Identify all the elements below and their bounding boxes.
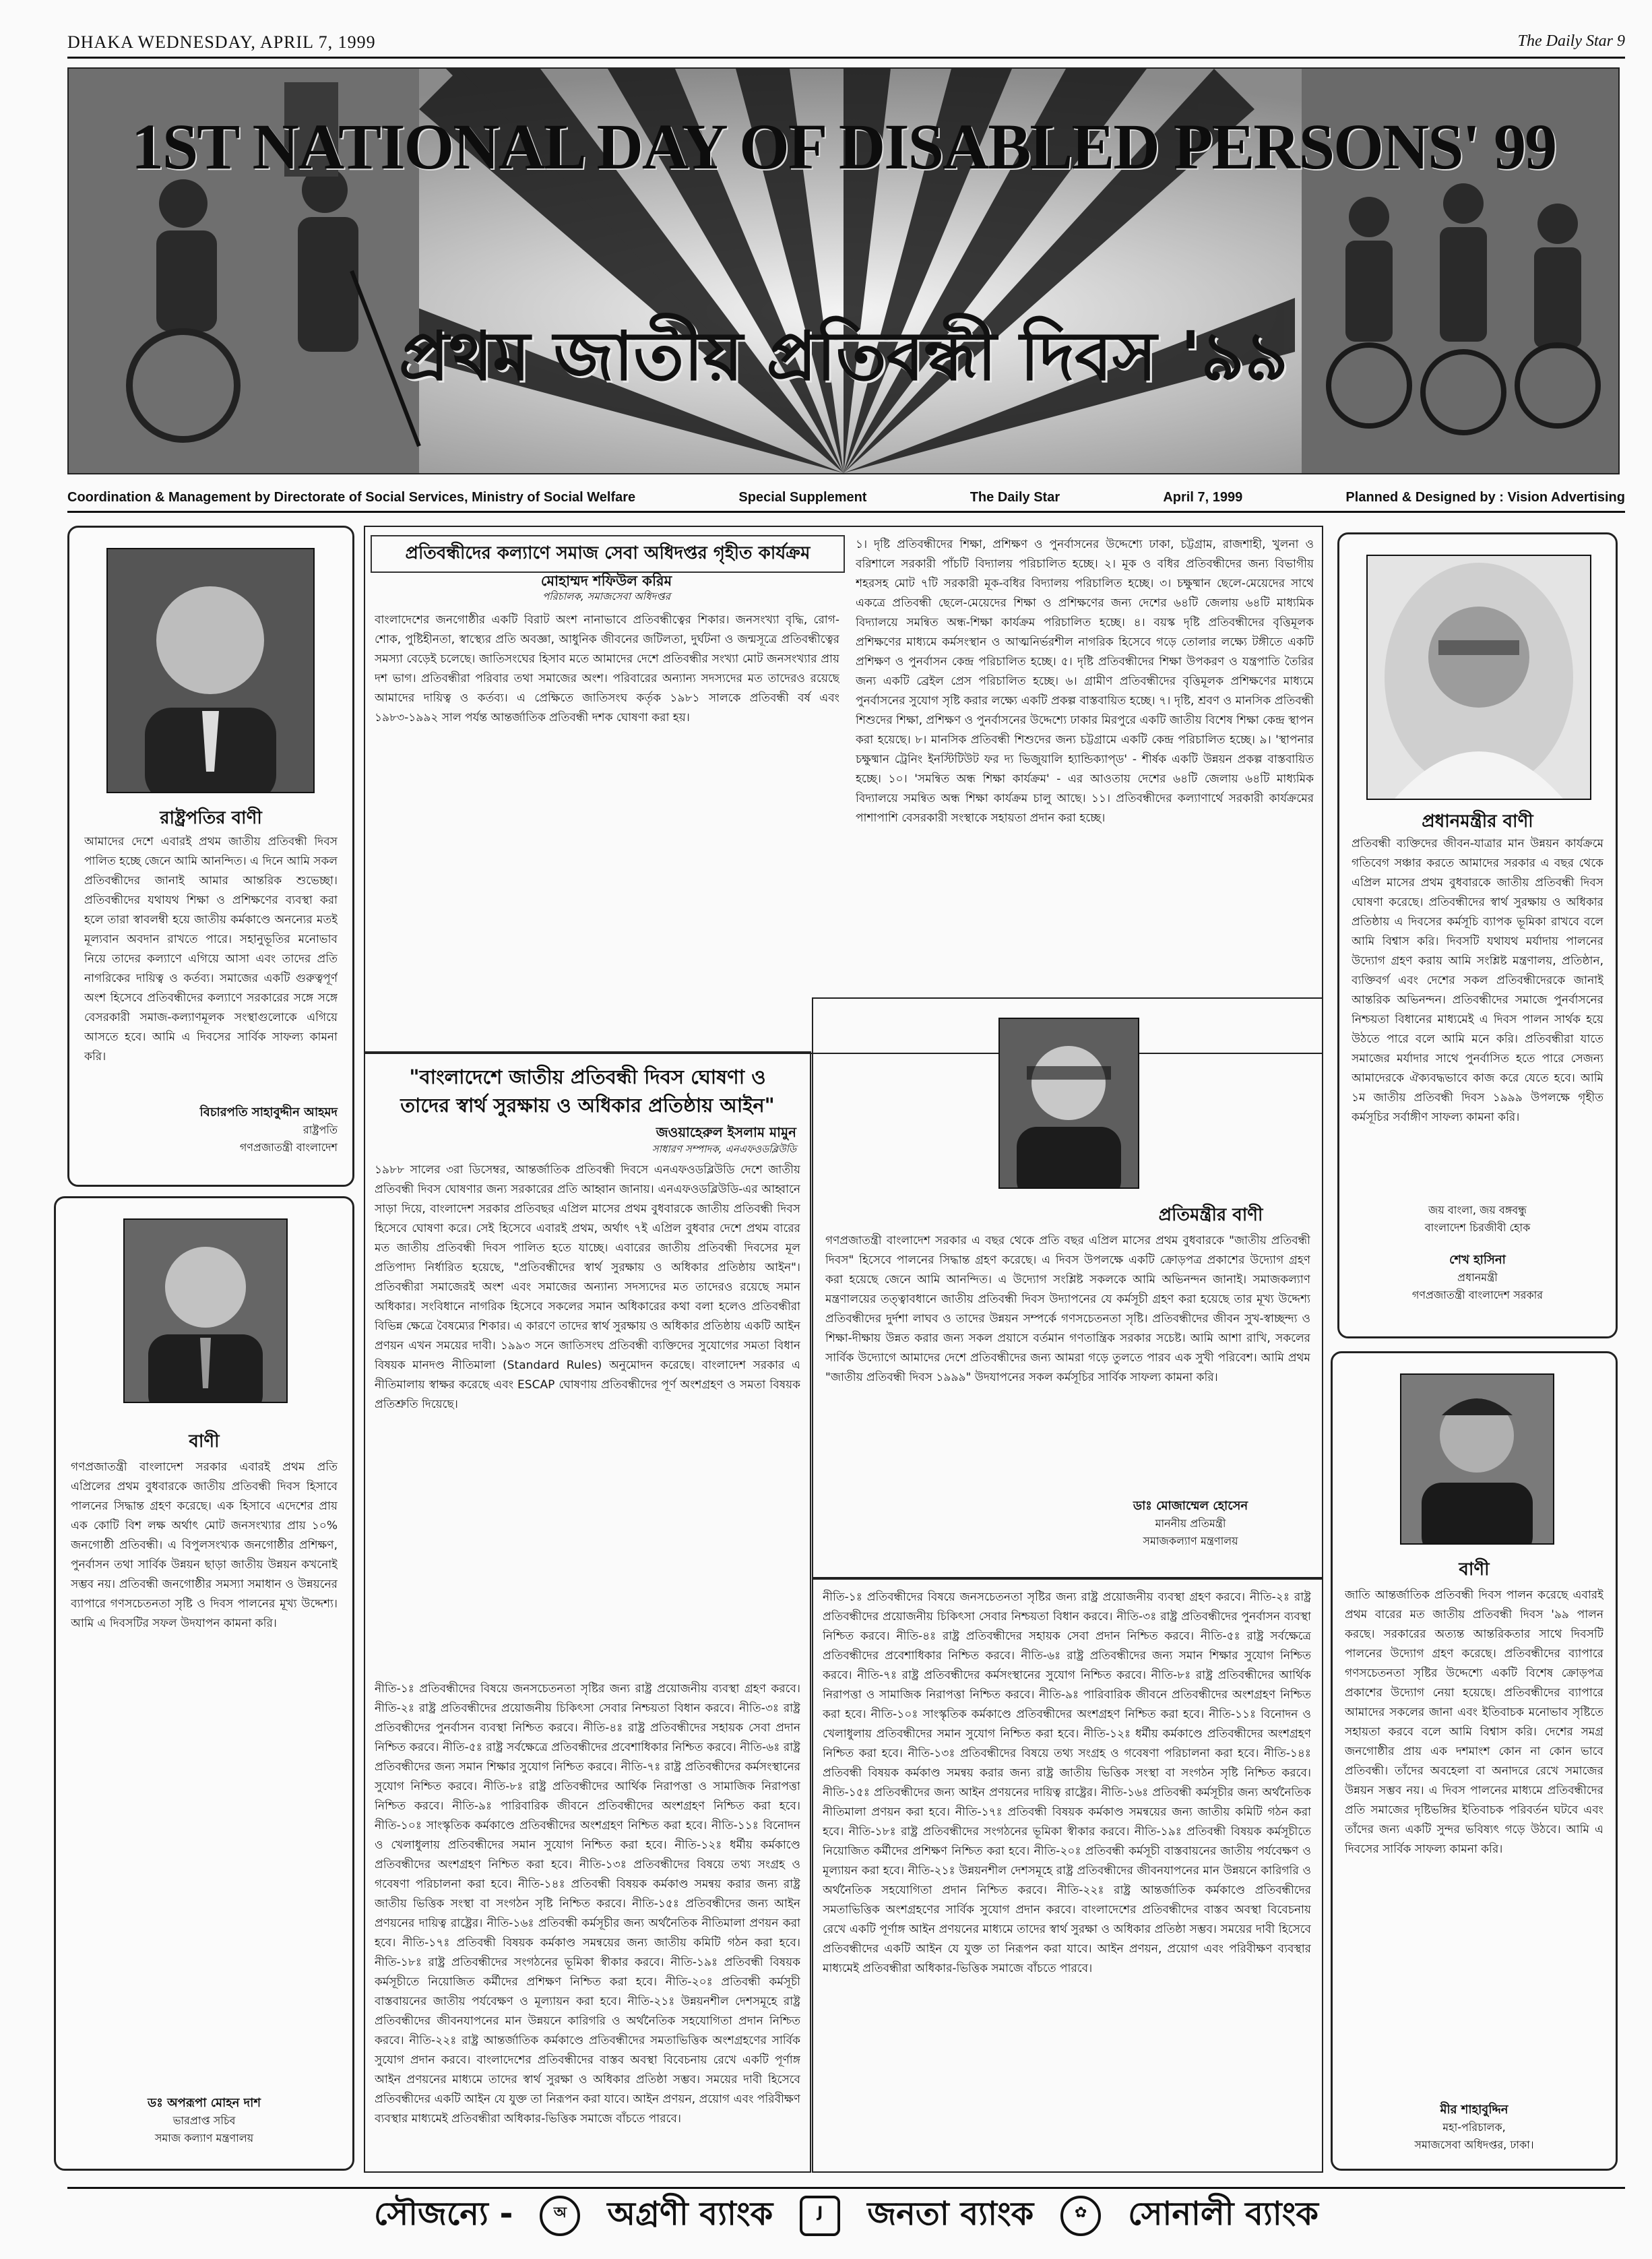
director-general-signature [1345,2101,1603,2154]
agrani-bank-name: অগ্রণী ব্যাংক [607,2194,773,2233]
president-message-box [67,526,354,1187]
secretary-title: ভারপ্রাপ্ত সচিব [172,2114,236,2127]
secretary-org: সমাজ কল্যাণ মন্ত্রণালয় [154,2132,254,2144]
secretary-signature [71,2095,338,2147]
design-credit: Planned & Designed by : Vision Advertising [1345,489,1625,505]
state-minister-name: ডাঃ মোজাম্মেল হোসেন [1133,1499,1248,1513]
law-body: ১৯৮৮ সালের ৩রা ডিসেম্বর, আন্তর্জাতিক প্রতিবন্ধী দিবসে এনএফওডব্লিউডি দেশে জাতীয় প্রতিবন্ধী দিবস ঘোষণার জন্য সরকারের প্রতি আহ্বান জানায়। এনএফওডব্লিউডি-এর আহ্বানে সাড়া দিয়ে, বাংলাদেশ সরকার প্রতিবছর এপ্রিল মাসের প্রথম বুধবারকে জাতীয় প্রতিবন্ধী দিবস হিসেবে ঘোষণা করে। সেই হিসেবে এবারই প্রথম, অর্থাৎ ৭ই এপ্রিল বুধবার দেশে প্রথম বারের মত জাতীয় প্রতিবন্ধী দিবস পালিত হতে যাচ্ছে। এবারের জাতীয় প্রতিবন্ধী দিবসের মূল প্রতিপাদ্য নির্ধারিত হয়েছে, "প্রতিবন্ধীদের স্বার্থ সুরক্ষায় ও অধিকার প্রতিষ্ঠায় আইন"। প্রতিবন্ধীরা সমাজেরই অংশ এবং সমাজের অন্যান্য সদস্যদের মত তাদেরও রয়েছে সমান অধিকার। সংবিধানে নাগরিক হিসেবে সকলের সমান অধিকারের কথা বলা হলেও প্রতিবন্ধীরা বিভিন্ন ক্ষেত্রে বৈষম্যের শিকার। এ কারণে তাদের স্বার্থ সুরক্ষায় ও অধিকার প্রতিষ্ঠায় একটি আইন প্রণয়ন এখন সময়ের দাবী। ১৯৯৩ সনে জাতিসংঘ প্রতিবন্ধী ব্যক্তিদের সুযোগের সমতা বিধান বিষয়ক মানদণ্ড নীতিমালা (Standard Rules) অনুমোদন করেছে। বাংলাদেশ সরকার এ নীতিমালায় স্বাক্ষর করেছে এবং ESCAP ঘোষণায় প্রতিবন্ধীদের পূর্ণ অংশগ্রহণ ও সমতা বিষয়ক প্রতিশ্রুতি দিয়েছে। [375,1163,800,1411]
state-minister-message: গণপ্রজাতন্ত্রী বাংলাদেশ সরকার এ বছর থেকে প্রতি বছর এপ্রিল মাসের প্রথম বুধবারকে "জাতীয় প্রতিবন্ধী দিবস" হিসেবে পালনের সিদ্ধান্ত গ্রহণ করেছে। এ দিবস উপলক্ষে একটি ক্রোড়পত্র প্রকাশের উদ্যোগ গ্রহণ করা হয়েছে জেনে আমি আনন্দিত। এ উদ্যোগ সংশ্লিষ্ট সকলকে আমি অভিনন্দন জানাই। সমাজকল্যাণ মন্ত্রণালয়ের তত্ত্বাবধানে জাতীয় প্রতিবন্ধী দিবস উদ্যাপনের যে কর্মসূচী গ্রহণ করা হয়েছে তার মূখ্য উদ্দেশ্য প্রতিবন্ধীদের দুর্দশা লাঘব ও তাদের উন্নয়ন সম্পর্কে গণসচেতনতা সৃষ্টি। প্রতিবন্ধীদের জীবন সুখ-স্বাচ্ছন্দ্য ও শিক্ষা-দীক্ষায় উন্নত করার জন্য সকল প্রয়াসে বর্তমান গণতান্ত্রিক সরকার সচেষ্ট। আমি আশা রাখি, সকলের সার্বিক উদ্যোগে আমাদের দেশে প্রতিবন্ধীদের জন্য আমরা গড়ে তুলতে পারব এক সুখী পরিবেশ। আমি প্রথম "জাতীয় প্রতিবন্ধী দিবস ১৯৯৯" উদযাপনের সকল কর্মসূচির সার্বিক সাফল্য কামনা করি। [825,1234,1310,1384]
pm-org: গণপ্রজাতন্ত্রী বাংলাদেশ সরকার [1411,1289,1544,1301]
state-minister-photo [998,1018,1139,1189]
director-general-message: জাতি আন্তর্জাতিক প্রতিবন্ধী দিবস পালন করেছে এবারই প্রথম বারের মত জাতীয় প্রতিবন্ধী দিবস '৯৯ পালন করছে। সরকারের অত্যন্ত আন্তরিকতার সাথে দিবসটি পালনের উদ্যোগ গ্রহণ করেছে। প্রতিবন্ধীদের ব্যাপারে গণসচেতনতা সৃষ্টির উদ্দেশ্যে একটি বিশেষ ক্রোড়পত্র প্রকাশের উদ্যোগ নেয়া হয়েছে। প্রতিবন্ধীদের ব্যাপারে আমাদের সকলের জানা এবং ইতিবাচক মনোভাব সৃষ্টিতে সহায়তা করবে বলে আমি বিশ্বাস করি। দেশের সমগ্র জনগোষ্ঠীর প্রায় এক দশমাংশ কোন না কোন ভাবে প্রতিবন্ধী। তাঁদের অবহেলা বা অনাদরে রেখে সমাজের উন্নয়ন সম্ভব নয়। এ দিবস পালনের মাধ্যমে প্রতিবন্ধীদের প্রতি সমাজের দৃষ্টিভঙ্গির ইতিবাচক পরিবর্তন ঘটবে এবং তাঁদের জন্য একটি সুন্দর ভবিষ্যৎ গড়ে উঠবে। আমি এ দিবসের সার্বিক সাফল্য কামনা করি। [1345,1588,1603,1856]
pm-heading: প্রধানমন্ত্রীর বাণী [1422,811,1533,832]
law-rules-continued: নীতি-১ঃ প্রতিবন্ধীদের বিষয়ে জনসচেতনতা সৃষ্টির জন্য রাষ্ট্র প্রয়োজনীয় ব্যবস্থা গ্রহণ করবে। নীতি-২ঃ রাষ্ট্র প্রতিবন্ধীদের প্রয়োজনীয় চিকিৎসা সেবার নিশ্চয়তা বিধান করবে। নীতি-৩ঃ রাষ্ট্র প্রতিবন্ধীদের পুনর্বাসন ব্যবস্থা নিশ্চিত করবে। নীতি-৪ঃ রাষ্ট্র প্রতিবন্ধীদের সহায়ক সেবা প্রদান নিশ্চিত করবে। নীতি-৫ঃ রাষ্ট্র সর্বক্ষেত্রে প্রতিবন্ধীদের প্রবেশাধিকার নিশ্চিত করবে। নীতি-৬ঃ রাষ্ট্র প্রতিবন্ধীদের জন্য সমান শিক্ষার সুযোগ নিশ্চিত করবে। নীতি-৭ঃ রাষ্ট্র প্রতিবন্ধীদের কর্মসংস্থানের সুযোগ নিশ্চিত করবে। নীতি-৮ঃ রাষ্ট্র প্রতিবন্ধীদের আর্থিক নিরাপত্তা ও সামাজিক নিরাপত্তা নিশ্চিত করবে। নীতি-৯ঃ পারিবারিক জীবনে প্রতিবন্ধীদের অংশগ্রহণ নিশ্চিত করা হবে। নীতি-১০ঃ সাংস্কৃতিক কর্মকাণ্ডে প্রতিবন্ধীদের অংশগ্রহণ নিশ্চিত করা হবে। নীতি-১১ঃ বিনোদন ও খেলাধুলায় প্রতিবন্ধীদের সমান সুযোগ নিশ্চিত করা হবে। নীতি-১২ঃ ধর্মীয় কর্মকাণ্ডে প্রতিবন্ধীদের অংশগ্রহণ নিশ্চিত করা হবে। নীতি-১৩ঃ প্রতিবন্ধীদের বিষয়ে তথ্য সংগ্রহ ও গবেষণা পরিচালনা করা হবে। নীতি-১৪ঃ প্রতিবন্ধী বিষয়ক কর্মকাণ্ড সমন্বয় করার জন্য রাষ্ট্র জাতীয় ভিত্তিক সংস্থা বা সংগঠন সৃষ্টি নিশ্চিত করবে। নীতি-১৫ঃ প্রতিবন্ধীদের জন্য আইন প্রণয়নের দায়িত্ব রাষ্ট্রের। নীতি-১৬ঃ প্রতিবন্ধী কর্মসূচীর জন্য অর্থনৈতিক নীতিমালা প্রণয়ন করা হবে। নীতি-১৭ঃ প্রতিবন্ধী বিষয়ক কর্মকাণ্ড সমন্বয়ের জন্য জাতীয় কমিটি গঠন করা হবে। নীতি-১৮ঃ রাষ্ট্র প্রতিবন্ধীদের সংগঠনের ভূমিকা স্বীকার করবে। নীতি-১৯ঃ প্রতিবন্ধী বিষয়ক কর্মসূচীতে নিয়োজিত কর্মীদের প্রশিক্ষণ নিশ্চিত করা হবে। নীতি-২০ঃ প্রতিবন্ধী কর্মসূচী বাস্তবায়নের জাতীয় পর্যবেক্ষণ ও মূল্যায়ন করা হবে। নীতি-২১ঃ উন্নয়নশীল দেশসমূহে রাষ্ট্র প্রতিবন্ধীদের জীবনযাপনের মান উন্নয়নে কারিগরি ও অর্থনৈতিক সহযোগিতা প্রদান নিশ্চিত করবে। নীতি-২২ঃ রাষ্ট্র আন্তর্জাতিক কর্মকাণ্ডে প্রতিবন্ধীদের সমতাভিত্তিক অংশগ্রহণের সার্বিক সুযোগ প্রদান করবে। বাংলাদেশের প্রতিবন্ধীদের বাস্তব অবস্থা বিবেচনায় রেখে একটি পূর্ণাঙ্গ আইন প্রণয়নের মাধ্যমে তাদের স্বার্থ সুরক্ষা ও অধিকার প্রতিষ্ঠা সম্ভব। সময়ের দাবী হিসেবে প্রতিবন্ধীদের একটি আইন যে যুক্ত তা নিরূপন করা যাবে। আইন প্রণয়ন, প্রয়োগ এবং পরিবীক্ষণ ব্যবস্থার মাধ্যমেই প্রতিবন্ধীরা অধিকার-ভিত্তিক সমাজে বাঁচতে পারবে। [823,1590,1311,1975]
president-heading: রাষ্ট্রপতির বাণী [160,808,262,828]
pm-closing-2: বাংলাদেশ চিরজীবী হোক [1424,1221,1531,1234]
agrani-bank-logo-icon: অ [540,2196,580,2236]
law-heading-line1: "বাংলাদেশে জাতীয় প্রতিবন্ধী দিবস ঘোষণা ও [409,1065,766,1088]
state-minister-heading: প্রতিমন্ত্রীর বাণী [1158,1205,1263,1225]
paper-name: The Daily Star [970,489,1060,505]
coordination-credit: Coordination & Management by Directorate of Social Services, Ministry of Social Welfare [67,489,636,505]
pm-signature [1352,1202,1603,1304]
top-rule [67,57,1625,59]
sponsor-footer [67,2187,1625,2243]
sonali-bank-name: সোনালী ব্যাংক [1128,2194,1319,2233]
banner-title-english: 1ST NATIONAL DAY OF DISABLED PERSONS' 99 [131,111,1556,183]
pm-closing: জয় বাংলা, জয় বঙ্গবন্ধু [1428,1204,1527,1216]
law-article-continued [812,1577,1323,2173]
pm-photo [1366,555,1591,800]
director-general-name: মীর শাহাবুদ্দিন [1440,2103,1508,2117]
state-minister-title: মাননীয় প্রতিমন্ত্রী [1155,1517,1226,1530]
president-message: আমাদের দেশে এবারই প্রথম জাতীয় প্রতিবন্ধী দিবস পালিত হচ্ছে জেনে আমি আনন্দিত। এ দিনে আমি সকল প্রতিবন্ধীদের জানাই আমার আন্তরিক শুভেচ্ছা। প্রতিবন্ধীদের যথাযথ শিক্ষা ও প্রশিক্ষণের ব্যবস্থা করা হলে তারা স্বাবলম্বী হয়ে জাতীয় কর্মকাণ্ডে অনন্যের মতই মূল্যবান অবদান রাখতে পারে। সহানুভূতির মনোভাব নিয়ে তাদের কল্যাণে এগিয়ে আসা এবং তাদের প্রতি নাগরিকের দায়িত্ব ও কর্তব্য। সমাজের একটি গুরুত্বপূর্ণ অংশ হিসেবে প্রতিবন্ধীদের কল্যাণে সরকারের সঙ্গে সঙ্গে বেসরকারী সমাজ-কল্যাণমূলক সংস্থাগুলোকে এগিয়ে আসতে হবে। আমি এ দিবসের সার্বিক সাফল্য কামনা করি। [84,835,338,1063]
state-minister-signature [1069,1497,1312,1550]
director-general-photo [1400,1373,1554,1545]
state-minister-org: সমাজকল্যাণ মন্ত্রণালয় [1143,1535,1238,1547]
law-author: জওয়াহেরুল ইসলাম মামুন [656,1124,796,1140]
secretary-heading: বাণী [189,1431,220,1452]
director-general-message-box [1331,1351,1618,2171]
secretary-message-box [54,1196,354,2171]
programs-author-title: পরিচালক, সমাজসেবা অধিদপ্তর [542,590,670,602]
secretary-photo [123,1218,288,1403]
banner-title-bengali: প্রথম জাতীয় প্রতিবন্ধী দিবস '৯৯ [398,317,1289,396]
pm-message: প্রতিবন্ধী ব্যক্তিদের জীবন-যাত্রার মান উন্নয়ন কার্যক্রমে গতিবেগ সঞ্চার করতে আমাদের সরকার এ বছর থেকে এপ্রিল মাসের প্রথম বুধবারকে জাতীয় প্রতিবন্ধী দিবস ঘোষণা করেছে। প্রতিবন্ধীদের স্বার্থ সুরক্ষায় ও অধিকার প্রতিষ্ঠায় এ দিবসের কর্মসূচি ব্যাপক ভূমিকা রাখবে বলে আমি বিশ্বাস করি। দিবসটি যথাযথ মর্যাদায় পালনের উদ্যোগ গ্রহণ করায় আমি সংশ্লিষ্ট মন্ত্রণালয়, প্রতিষ্ঠান, ব্যক্তিবর্গ এবং দেশের সকল প্রতিবন্ধীদেরকে জানাই আন্তরিক অভিনন্দন। প্রতিবন্ধীদের সমাজে পুনর্বাসনের নিশ্চয়তা বিধানের মাধ্যমেই এ দিবস পালন সার্থক হয়ে উঠতে পারে বলে আমি মনে করি। প্রতিবন্ধীরা যাতে সমাজের মর্যাদার সাথে পুনর্বাসিত হতে পারে সেজন্য আমাদেরকে ঐক্যবদ্ধভাবে কাজ করে যেতে হবে। আমি ১ম জাতীয় প্রতিবন্ধী দিবস ১৯৯৯ উপলক্ষে গৃহীত কর্মসূচির সর্বাঙ্গীণ সাফল্য কামনা করি। [1352,837,1603,1124]
president-title: রাষ্ট্রপতি [303,1123,338,1136]
supplement-credit-bar [67,484,1625,513]
supplement-label: Special Supplement [738,489,867,505]
president-signature [82,1104,338,1156]
director-general-heading: বাণী [1459,1559,1490,1580]
law-heading-line2: তাদের স্বার্থ সুরক্ষায় ও অধিকার প্রতিষ্ঠায় আইন" [400,1094,775,1117]
law-article [364,1051,811,2173]
programs-author: মোহাম্মদ শফিউল করিম [540,573,672,589]
secretary-message: গণপ্রজাতন্ত্রী বাংলাদেশ সরকার এবারই প্রথম প্রতি এপ্রিলের প্রথম বুধবারকে জাতীয় প্রতিবন্ধী দিবস হিসাবে পালনের সিদ্ধান্ত গ্রহণ করেছে। এক হিসাবে এদেশের প্রায় এক কোটি বিশ লক্ষ অর্থাৎ মোট জনসংখ্যার প্রায় ১০% জনগোষ্ঠী প্রতিবন্ধী। এ বিপুলসংখ্যক জনগোষ্ঠীর প্রশিক্ষণ, পুনর্বাসন তথা সার্বিক উন্নয়ন ছাড়া জাতীয় উন্নয়ন কখনোই সম্ভব নয়। প্রতিবন্ধী জনগোষ্ঠীর সমস্যা সমাধান ও উন্নয়নের ব্যাপারে গণসচেতনতা সৃষ্টি ও দিবস পালনের মূখ্য উদ্দেশ্য। আমি এ দিবসটির সফল উদযাপন কামনা করি। [71,1460,338,1630]
programs-list: ১। দৃষ্টি প্রতিবন্ধীদের শিক্ষা, প্রশিক্ষণ ও পুনর্বাসনের উদ্দেশ্যে ঢাকা, চট্টগ্রাম, রাজশাহী, খুলনা ও বরিশালে সরকারী পাঁচটি বিদ্যালয় পরিচালিত হচ্ছে। ২। মূক ও বধির প্রতিবন্ধীদের জন্য বিভাগীয় শহরসহ মোট ৭টি সরকারী মূক-বধির বিদ্যালয় পরিচালিত হচ্ছে। ৩। চক্ষুষ্মান ছেলে-মেয়েদের সাথে একত্রে প্রতিবন্ধী ছেলে-মেয়েদের শিক্ষা ও প্রশিক্ষণের জন্য দেশের ৬৪টি জেলায় ৬৪টি মাধ্যমিক বিদ্যালয়ে সমন্বিত অন্ধ-শিক্ষা কার্যক্রম পরিচালিত হচ্ছে। ৪। বয়স্ক দৃষ্টি প্রতিবন্ধীদের বৃত্তিমূলক প্রশিক্ষণের মাধ্যমে কর্মসংস্থান ও আত্মনির্ভরশীল নাগরিক হিসেবে গড়ে তোলার লক্ষ্যে টঙ্গীতে একটি প্রশিক্ষণ ও পুনর্বাসন কেন্দ্র পরিচালিত হচ্ছে। ৫। দৃষ্টি প্রতিবন্ধীদের শিক্ষা উপকরণ ও যন্ত্রপাতি তৈরির জন্য একটি ব্রেইল প্রেস পরিচালিত হচ্ছে। ৬। গ্রামীণ প্রতিবন্ধীদের বৃত্তিমূলক প্রশিক্ষণের মাধ্যমে পুনর্বাসনের সুযোগ সৃষ্টি করার লক্ষ্যে একটি প্রকল্প বাস্তবায়িত হচ্ছে। ৭। দৃষ্টি, শ্রবণ ও মানসিক প্রতিবন্ধী শিশুদের শিক্ষা, প্রশিক্ষণ ও পুনর্বাসনের উদ্দেশ্যে ঢাকার মিরপুরে একটি জাতীয় বিশেষ শিক্ষা কেন্দ্র স্থাপন করা হয়েছে। ৮। মানসিক প্রতিবন্ধী শিশুদের জন্য চট্টগ্রামে একটি কেন্দ্র পরিচালিত হচ্ছে। ৯। 'স্থাপনার চক্ষুষ্মান ট্রেনিং ইনস্টিটিউট ফর দ্য ভিজুয়ালি হ্যান্ডিক্যাপ্ড' - শীর্ষক একটি উন্নয়ন প্রকল্প বাস্তবায়িত হচ্ছে। ১০। 'সমন্বিত অন্ধ শিক্ষা কার্যক্রম' - এর আওতায় দেশের ৬৪টি জেলায় ৬৪টি মাধ্যমিক বিদ্যালয়ে সমন্বিত অন্ধ শিক্ষা কার্যক্রম চালু আছে। ১১। প্রতিবন্ধীদের কল্যাণার্থে সরকারী কার্যক্রমের পাশাপাশি বেসরকারী সংস্থাকে সহায়তা প্রদান করা হচ্ছে। [856,538,1314,825]
courtesy-label: সৌজন্যে - [374,2194,513,2233]
law-rules: নীতি-১ঃ প্রতিবন্ধীদের বিষয়ে জনসচেতনতা সৃষ্টির জন্য রাষ্ট্র প্রয়োজনীয় ব্যবস্থা গ্রহণ করবে। নীতি-২ঃ রাষ্ট্র প্রতিবন্ধীদের প্রয়োজনীয় চিকিৎসা সেবার নিশ্চয়তা বিধান করবে। নীতি-৩ঃ রাষ্ট্র প্রতিবন্ধীদের পুনর্বাসন ব্যবস্থা নিশ্চিত করবে। নীতি-৪ঃ রাষ্ট্র প্রতিবন্ধীদের সহায়ক সেবা প্রদান নিশ্চিত করবে। নীতি-৫ঃ রাষ্ট্র সর্বক্ষেত্রে প্রতিবন্ধীদের প্রবেশাধিকার নিশ্চিত করবে। নীতি-৬ঃ রাষ্ট্র প্রতিবন্ধীদের জন্য সমান শিক্ষার সুযোগ নিশ্চিত করবে। নীতি-৭ঃ রাষ্ট্র প্রতিবন্ধীদের কর্মসংস্থানের সুযোগ নিশ্চিত করবে। নীতি-৮ঃ রাষ্ট্র প্রতিবন্ধীদের আর্থিক নিরাপত্তা ও সামাজিক নিরাপত্তা নিশ্চিত করবে। নীতি-৯ঃ পারিবারিক জীবনে প্রতিবন্ধীদের অংশগ্রহণ নিশ্চিত করা হবে। নীতি-১০ঃ সাংস্কৃতিক কর্মকাণ্ডে প্রতিবন্ধীদের অংশগ্রহণ নিশ্চিত করা হবে। নীতি-১১ঃ বিনোদন ও খেলাধুলায় প্রতিবন্ধীদের সমান সুযোগ নিশ্চিত করা হবে। নীতি-১২ঃ ধর্মীয় কর্মকাণ্ডে প্রতিবন্ধীদের অংশগ্রহণ নিশ্চিত করা হবে। নীতি-১৩ঃ প্রতিবন্ধীদের বিষয়ে তথ্য সংগ্রহ ও গবেষণা পরিচালনা করা হবে। নীতি-১৪ঃ প্রতিবন্ধী বিষয়ক কর্মকাণ্ড সমন্বয় করার জন্য রাষ্ট্র জাতীয় ভিত্তিক সংস্থা বা সংগঠন সৃষ্টি নিশ্চিত করবে। নীতি-১৫ঃ প্রতিবন্ধীদের জন্য আইন প্রণয়নের দায়িত্ব রাষ্ট্রের। নীতি-১৬ঃ প্রতিবন্ধী কর্মসূচীর জন্য অর্থনৈতিক নীতিমালা প্রণয়ন করা হবে। নীতি-১৭ঃ প্রতিবন্ধী বিষয়ক কর্মকাণ্ড সমন্বয়ের জন্য জাতীয় কমিটি গঠন করা হবে। নীতি-১৮ঃ রাষ্ট্র প্রতিবন্ধীদের সংগঠনের ভূমিকা স্বীকার করবে। নীতি-১৯ঃ প্রতিবন্ধী বিষয়ক কর্মসূচীতে নিয়োজিত কর্মীদের প্রশিক্ষণ নিশ্চিত করা হবে। নীতি-২০ঃ প্রতিবন্ধী কর্মসূচী বাস্তবায়নের জাতীয় পর্যবেক্ষণ ও মূল্যায়ন করা হবে। নীতি-২১ঃ উন্নয়নশীল দেশসমূহে রাষ্ট্র প্রতিবন্ধীদের জীবনযাপনের মান উন্নয়নে কারিগরি ও অর্থনৈতিক সহযোগিতা প্রদান নিশ্চিত করবে। নীতি-২২ঃ রাষ্ট্র আন্তর্জাতিক কর্মকাণ্ডে প্রতিবন্ধীদের সমতাভিত্তিক অংশগ্রহণের সার্বিক সুযোগ প্রদান করবে। বাংলাদেশের প্রতিবন্ধীদের বাস্তব অবস্থা বিবেচনায় রেখে একটি পূর্ণাঙ্গ আইন প্রণয়নের মাধ্যমে তাদের স্বার্থ সুরক্ষা ও অধিকার প্রতিষ্ঠা সম্ভব। সময়ের দাবী হিসেবে প্রতিবন্ধীদের একটি আইন যে যুক্ত তা নিরূপন করা যাবে। আইন প্রণয়ন, প্রয়োগ এবং পরিবীক্ষণ ব্যবস্থার মাধ্যমেই প্রতিবন্ধীরা অধিকার-ভিত্তিক সমাজে বাঁচতে পারবে। [375,1682,800,2126]
programs-heading: প্রতিবন্ধীদের কল্যাণে সমাজ সেবা অধিদপ্তর গৃহীত কার্যক্রম [371,535,845,573]
programs-intro: বাংলাদেশের জনগোষ্ঠীর একটি বিরাট অংশ নানাভাবে প্রতিবন্ধীত্বের শিকার। জনসংখ্যা বৃদ্ধি, রোগ-শোক, পুষ্টিহীনতা, স্বাস্থ্যের প্রতি অবজ্ঞা, আধুনিক জীবনের জটিলতা, দুর্ঘটনা ও জন্মসূত্রে প্রতিবন্ধীত্বের সমস্যা বেড়েই চলেছে। জাতিসংঘের হিসাব মতে আমাদের দেশে প্রতিবন্ধীর সংখ্যা মোট জনসংখ্যার প্রায় দশ ভাগ। প্রতিবন্ধীরা পরিবার তথা সমাজের অংশ। পরিবারের অন্যান্য সদস্যদের মত তাদেরও রয়েছে আমাদের দায়িত্ব ও কর্তব্য। এ প্রেক্ষিতে জাতিসংঘ কর্তৃক ১৯৮১ সালকে প্রতিবন্ধী বর্ষ এবং ১৯৮৩-১৯৯২ সাল পর্যন্ত আন্তর্জাতিক প্রতিবন্ধী দশক ঘোষণা করা হয়। [375,613,839,724]
sonali-bank-logo-icon: ✿ [1060,2196,1101,2236]
janata-bank-logo-icon: J [800,2196,840,2236]
president-photo [106,548,315,793]
pm-name: শেখ হাসিনা [1449,1253,1506,1267]
pm-title: প্রধানমন্ত্রী [1457,1271,1498,1284]
director-general-title: মহা-পরিচালক, [1442,2121,1506,2134]
law-author-title: সাধারণ সম্পাদক, এনএফওডব্লিউডি [652,1143,796,1155]
dateline: DHAKA WEDNESDAY, APRIL 7, 1999 [67,32,376,52]
secretary-name: ডঃ অপরূপা মোহন দাশ [147,2096,261,2110]
director-general-org: সমাজসেবা অধিদপ্তর, ঢাকা। [1414,2138,1534,2151]
president-name: বিচারপতি সাহাবুদ্দীন আহমদ [199,1105,338,1119]
masthead: The Daily Star 9 [1517,32,1625,50]
banner [67,67,1620,474]
programs-article [364,526,1323,1054]
pm-message-box [1337,532,1618,1338]
janata-bank-name: জনতা ব্যাংক [867,2194,1034,2233]
state-minister-message-box [812,997,1323,1580]
president-org: গণপ্রজাতন্ত্রী বাংলাদেশ [239,1141,338,1154]
supplement-date: April 7, 1999 [1163,489,1243,505]
